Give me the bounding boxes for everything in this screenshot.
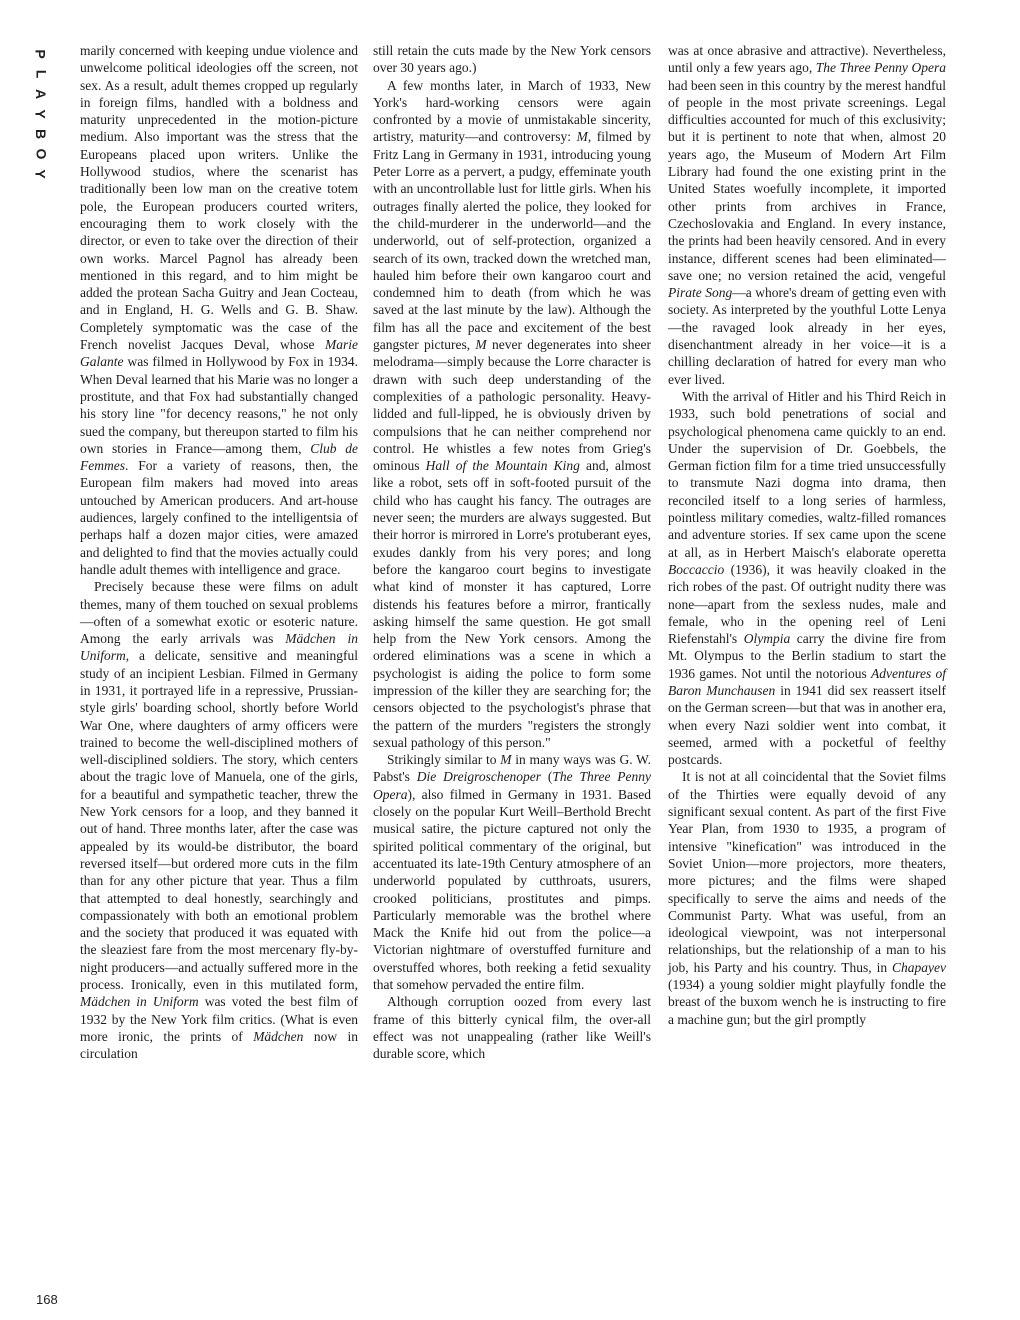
- text-run: now in circulation: [80, 1028, 359, 1062]
- text-run: carry the divine fire from Mt. Olympus to the Berlin stadium to start the 1936 games. Not until the notorious: [668, 631, 946, 681]
- text-run: , a delicate, sensitive and meaningful study of an incipient Lesbian. Filmed in Germany in 1931, it portrayed life in a repressive, Prussian-style girls' boarding school, shortly before World War One, where daughters of army officers were trained to become the well-disciplined mothers of well-disciplined soldiers. The story, which centers about the tragic love of Manuela, one of the girls, for a beautiful and sympathetic teacher, threw the New York censors for a loop, and they banned it out of hand. Three months later, after the case was appealed by its would-be distributor, the board reversed itself—but ordered more cuts in the film than for any other picture that year. Thus a film that attempted to deal honestly, searchingly and compassionately with both an emotional problem and the society that produced it was equated with the sleaziest fare from the most mercenary fly-by-night producers—and actually suffered more in the process. Ironically, even in this mutilated form,: [80, 648, 358, 993]
- paragraph: [373, 993, 651, 1062]
- text-run: in many ways was G. W. Pabst's: [373, 752, 651, 785]
- italic-title: Club de Femmes: [80, 440, 358, 474]
- sidebar-letter: B: [33, 128, 49, 140]
- italic-title: Mädchen in Uniform: [80, 994, 199, 1010]
- text-run: It is not at all coincidental that the Soviet films of the Thirties were equally devoid of any significant sexual content. As part of the first Five Year Plan, from 1930 to 1935, a program of intensive "kinefication" was introduced in the Soviet Union—more projectors, more theaters, more pictures; and the films were shaped specifically to serve the aims and needs of the Communist Party. What was useful, from an ideological viewpoint, was not interpersonal relationships, but the relationship of a man to his job, his Party and his country. Thus, in: [668, 769, 946, 975]
- italic-title: Boccaccio: [668, 561, 725, 577]
- sidebar-letter: P: [33, 49, 49, 59]
- text-run: was at once abrasive and attractive). Nevertheless, until only a few years ago,: [668, 43, 946, 76]
- italic-title: Chapayev: [892, 959, 946, 975]
- text-run: . For a variety of reasons, then, the European film makers had moved into areas untouched by American producers. And art-house audiences, largely confined to the intelligentsia of perhaps half a dozen major cities, were amazed and delighted to find that the movies actually could handle adult themes with intelligence and grace.: [80, 458, 358, 577]
- article-column-3: [668, 42, 946, 1028]
- text-run: was filmed in Hollywood by Fox in 1934. When Deval learned that his Marie was no longer a prostitute, and that Fox had substantially changed his story line "for decency reasons," he not only sued the company, but thereupon started to film his own stories in France—among them,: [80, 354, 358, 456]
- text-run: —a whore's dream of getting even with society. As interpreted by the youthful Lotte Lenya—the ravaged look already in her eyes, disenchantment already in her voice—it is a chilling declaration of hatred for every man who ever lived.: [668, 285, 946, 387]
- italic-title: The Three Penny Opera: [815, 60, 946, 76]
- text-run: had been seen in this country by the merest handful of people in the most private screenings. Legal difficulties accounted for much of this exclusivity; but it is pertinent to note that when, almost 20 years ago, the Museum of Modern Art Film Library had found the one existing print in the United States woefully incomplete, it imported other prints from archives in France, Czechoslovakia and England. In every instance, the prints had been heavily censored. And in every instance, different scenes had been eliminated—save one; no version retained the acid, vengeful: [668, 77, 946, 283]
- sidebar-letter: O: [32, 148, 49, 160]
- sidebar-letter: A: [33, 88, 49, 100]
- text-run: never degenerates into sheer melodrama—simply because the Lorre character is drawn with such deep understanding of the complexities of a pathologic personality. Heavy-lidded and full-lipped, he is obviously driven by compulsions that he can neither comprehend nor control. He whistles a few notes from Grieg's ominous: [373, 337, 651, 474]
- sidebar-letter: Y: [33, 169, 49, 179]
- paragraph: [668, 768, 946, 1027]
- text-run: With the arrival of Hitler and his Third Reich in 1933, such bold penetrations of social and psychological phenomena came quickly to an end. Under the supervision of Dr. Goebbels, the German fiction film for a time tried unsuccessfully to transmute Nazi dogma into drama, then reconciled itself to a long series of harmless, pointless military comedies, waltz-filled romances and adventure stories. If sex came upon the scene at all, as in Herbert Maisch's elaborate operetta: [668, 388, 946, 560]
- text-run: marily concerned with keeping undue violence and unwelcome political ideologies off the screen, not sex. As a result, adult themes cropped up regularly in foreign films, handled with a boldness and maturity unprecedented in the motion-picture medium. Also important was the stress that the Europeans placed upon writers. Unlike the Hollywood studios, where the scenarist has traditionally been low man on the creative totem pole, the European producers courted writers, encouraging them to work closely with the director, or even to take over the direction of their own works. Marcel Pagnol has already been mentioned in this regard, and to him might be added the protean Sacha Guitry and Jean Cocteau, and in England, H. G. Wells and G. B. Shaw. Completely symptomatic was the case of the French novelist Jacques Deval, whose: [80, 43, 358, 353]
- italic-title: Adventures of Baron Munchausen: [668, 665, 947, 698]
- paragraph: [668, 42, 946, 388]
- text-run: ), also filmed in Germany in 1931. Based closely on the popular Kurt Weill–Berthold Brecht musical satire, the picture captured not only the spirited political commentary of the original, but accentuated its late-19th Century atmosphere of an underworld populated by cutthroats, usurers, crooked politicians, prostitutes and pimps. Particularly memorable was the brothel where Mack the Knife hid out from the police—a Victorian nightmare of overstuffed furniture and overstuffed whores, both reeking a fetid sexuality that somehow pervaded the entire film.: [373, 786, 651, 993]
- paragraph: [80, 578, 358, 1062]
- paragraph: [373, 751, 651, 993]
- page-number: 168: [36, 1292, 58, 1307]
- text-run: (: [541, 769, 553, 785]
- text-run: Precisely because these were films on adult themes, many of them touched on sexual problems—often of a somewhat exotic or esoteric nature. Among the early arrivals was: [80, 579, 358, 647]
- italic-title: Pirate Song: [668, 285, 733, 301]
- text-run: Strikingly similar to: [387, 752, 501, 768]
- paragraph: [668, 388, 946, 769]
- sidebar-letter: L: [33, 69, 49, 79]
- text-run: (1936), it was heavily cloaked in the rich robes of the past. Of outright nudity there was none—apart from the sexless nudes, male and female, who in the opening reel of Leni Riefenstahl's: [668, 561, 946, 647]
- article-column-1: [80, 42, 358, 1063]
- text-run: still retain the cuts made by the New York censors over 30 years ago.): [373, 43, 651, 76]
- italic-title: Mädchen in Uniform: [80, 631, 358, 664]
- italic-title: Marie Galante: [80, 337, 358, 370]
- italic-title: The Three Penny Opera: [373, 769, 651, 802]
- italic-title: M: [475, 337, 487, 353]
- italic-title: Die Dreigroschenoper: [416, 769, 542, 785]
- text-run: Although corruption oozed from every last frame of this bitterly cynical film, the over-all effect was not unappealing (rather like Weill's durable score, which: [373, 994, 651, 1062]
- text-run: was voted the best film of 1932 by the New York film critics. (What is even more ironic, the prints of: [80, 994, 358, 1044]
- article-column-2: [373, 42, 651, 1063]
- sidebar-letter: Y: [33, 109, 49, 119]
- italic-title: M: [500, 752, 512, 768]
- paragraph: [373, 77, 651, 752]
- italic-title: Olympia: [743, 631, 791, 647]
- text-run: in 1941 did sex reassert itself on the German screen—but that was in another era, when every Nazi soldier went into combat, it seemed, armed with a pocketful of feelthy postcards.: [668, 682, 947, 768]
- italic-title: Mädchen: [253, 1028, 304, 1044]
- magazine-sidebar-logo: [28, 44, 54, 184]
- italic-title: Hall of the Mountain King: [425, 458, 580, 474]
- text-run: (1934) a young soldier might playfully fondle the breast of the buxom wench he is instructing to fire a machine gun; but the girl promptly: [668, 977, 946, 1027]
- text-run: A few months later, in March of 1933, New York's hard-working censors were again confronted by a movie of unmistakable sincerity, artistry, maturity—and controversy:: [373, 77, 651, 145]
- paragraph: [373, 42, 651, 77]
- italic-title: M: [576, 129, 588, 145]
- text-run: , filmed by Fritz Lang in Germany in 1931, introducing young Peter Lorre as a pervert, a pudgy, effeminate youth with an uncontrollable lust for little girls. When his outrages finally alerted the police, they looked for the child-murderer in the underworld—and the underworld, out of self-protection, organized a search of its own, tracked down the wretched man, hauled him before their own kangaroo court and condemned him to death (from which he was saved at the last minute by the law). Although the film has all the pace and excitement of the best gangster pictures,: [373, 129, 651, 353]
- paragraph: [80, 42, 358, 578]
- text-run: and, almost like a robot, sets off in soft-footed pursuit of the child who has caught his fancy. The outrages are never seen; the murders are always suggested. But their horror is mirrored in Lorre's protuberant eyes, exudes dankly from his very pores; and long before the kangaroo court begins to investigate what kind of monster it has captured, Lorre distends his features before a mirror, frantically asking himself the same question. He got small help from the New York censors. Among the ordered eliminations was a scene in which a psychologist is aiding the police to form some impression of the killer they are searching for; the censors objected to the psychologist's phrase that the pattern of the murders "registers the strongly sexual pathology of this person.": [373, 458, 652, 750]
